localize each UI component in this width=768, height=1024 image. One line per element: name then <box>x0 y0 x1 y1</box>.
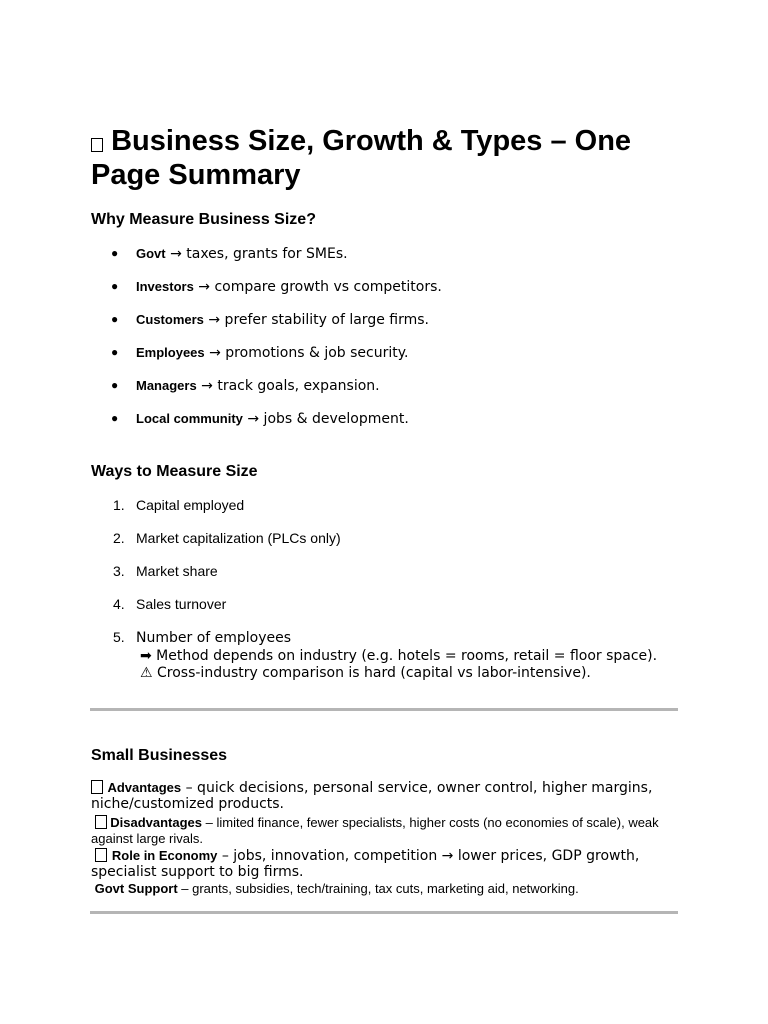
bullet-icon: ● <box>111 312 119 326</box>
ways-to-measure-list <box>91 495 657 682</box>
list-item: 5. Number of employees ➡ Method depends on industry (e.g. hotels = rooms, retail = floor space). ⚠ Cross-industry comparison is hard (capital vs labor-intensive). <box>113 629 658 681</box>
bullet-icon: ● <box>111 378 119 392</box>
list-item: 2. Market capitalization (PLCs only) <box>113 530 341 546</box>
list-item: 3. Market share <box>113 563 218 579</box>
list-item: ● Investors → compare growth vs competitors. <box>91 276 442 309</box>
page-title-text: Business Size, Growth & Types – One Page Summary <box>91 125 632 191</box>
bullet-icon: ● <box>111 345 119 359</box>
note-method: ➡ Method depends on industry (e.g. hotels = rooms, retail = floor space). <box>140 648 658 664</box>
govt-support-paragraph: Govt Support – grants, subsidies, tech/training, tax cuts, marketing aid, networking. <box>94 881 579 896</box>
divider <box>90 708 678 711</box>
bullet-icon: ● <box>111 411 119 425</box>
disadvantages-paragraph: Disadvantages – limited finance, fewer specialists, higher costs (no economies of scale), weak against large rivals. <box>91 815 659 846</box>
page-title <box>91 124 691 192</box>
role-paragraph: Role in Economy – jobs, innovation, competition → lower prices, GDP growth, specialist support to big firms. <box>91 848 640 880</box>
list-item: ● Customers → prefer stability of large firms. <box>91 309 442 342</box>
list-item: 1. Capital employed <box>113 497 245 513</box>
list-item: ● Employees → promotions & job security. <box>91 342 442 375</box>
advantages-paragraph: Advantages – quick decisions, personal service, owner control, higher margins, niche/customized products. <box>91 780 653 812</box>
missing-glyph-icon <box>95 848 107 862</box>
list-item: ● Local community → jobs & development. <box>91 408 442 441</box>
missing-glyph-icon <box>91 780 103 794</box>
list-item: ● Managers → track goals, expansion. <box>91 375 442 408</box>
list-item: 4. Sales turnover <box>113 596 227 612</box>
heading-ways-to-measure: Ways to Measure Size <box>91 463 258 480</box>
bullet-icon: ● <box>111 246 119 260</box>
heading-small-businesses: Small Businesses <box>91 747 228 764</box>
heading-why-measure: Why Measure Business Size? <box>91 211 316 228</box>
bullet-icon: ● <box>111 279 119 293</box>
missing-glyph-icon <box>95 815 107 829</box>
missing-glyph-icon <box>91 138 103 152</box>
why-measure-list <box>91 243 442 441</box>
list-item: ● Govt → taxes, grants for SMEs. <box>91 243 442 276</box>
divider <box>90 911 678 914</box>
note-warning: ⚠ Cross-industry comparison is hard (capital vs labor-intensive). <box>140 665 591 681</box>
